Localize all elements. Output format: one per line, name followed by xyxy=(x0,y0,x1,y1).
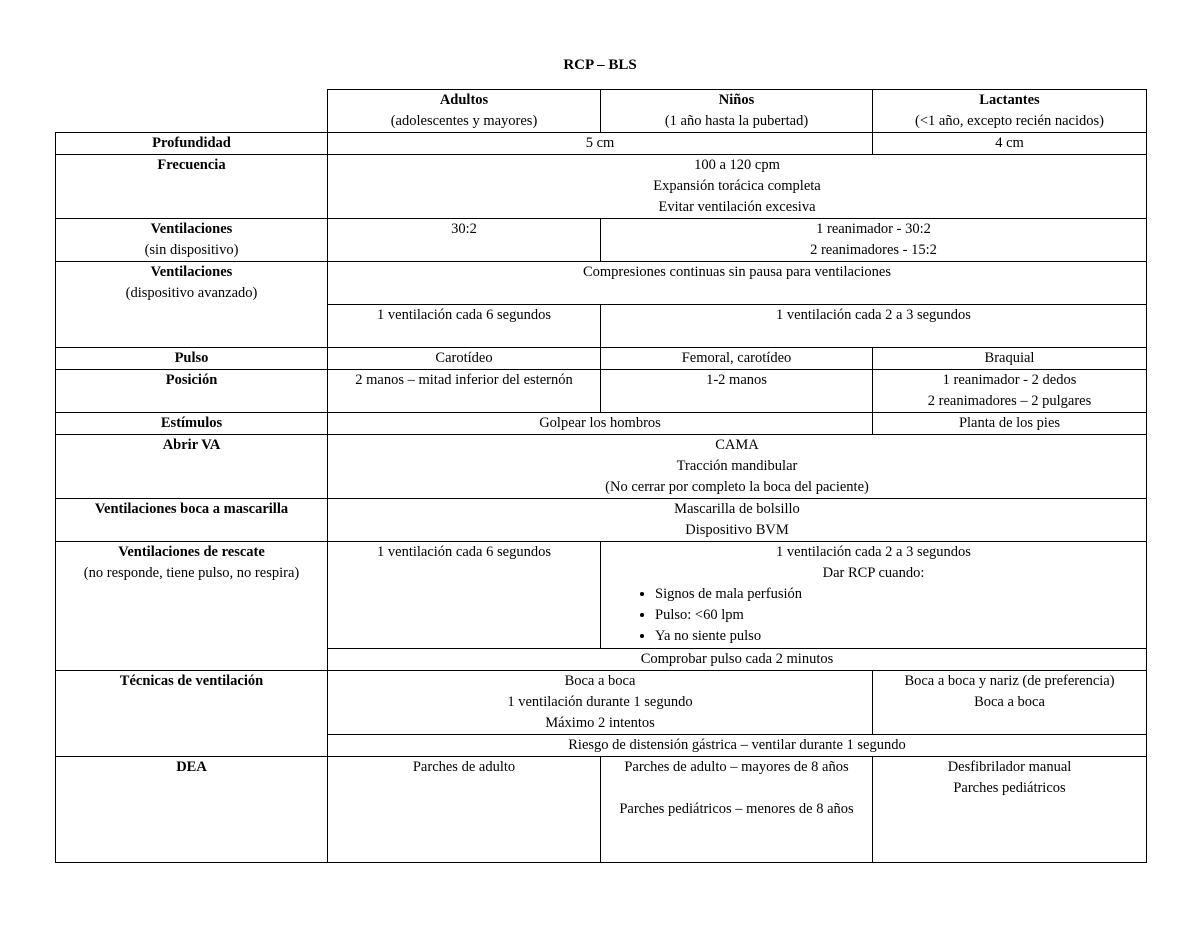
list-item: • Pulso: <60 lpm xyxy=(655,605,1140,626)
rescate-label: Ventilaciones de rescate xyxy=(118,544,265,560)
tecnicas-risk: Riesgo de distensión gástrica – ventilar durante 1 segundo xyxy=(328,735,1147,757)
pulso-child: Femoral, carotídeo xyxy=(601,348,873,370)
dea-child xyxy=(601,757,873,863)
list-item: • Ya no siente pulso xyxy=(655,626,1140,647)
header-ninos xyxy=(601,90,873,133)
rescate-other-line: 1 ventilación cada 2 a 3 segundos xyxy=(776,544,971,560)
row-vent-avanzado-1 xyxy=(56,262,1147,305)
frecuencia-line-2: Expansión torácica completa xyxy=(653,178,821,194)
row-posicion xyxy=(56,370,1147,413)
row-pulso xyxy=(56,348,1147,370)
row-frecuencia xyxy=(56,155,1147,219)
tecnicas-infant xyxy=(873,671,1147,735)
vent-avanzado-label: Ventilaciones xyxy=(150,264,233,280)
vent-sin-label: Ventilaciones xyxy=(150,221,233,237)
vent-sin-other xyxy=(601,219,1147,262)
tecnicas-infant-line-1: Boca a boca y nariz (de preferencia) xyxy=(904,673,1115,689)
rescate-other xyxy=(601,542,1147,649)
posicion-adult: 2 manos – mitad inferior del esternón xyxy=(328,370,601,413)
header-adultos xyxy=(328,90,601,133)
row-abrir-va xyxy=(56,435,1147,499)
rescate-adult: 1 ventilación cada 6 segundos xyxy=(328,542,601,649)
vent-avanzado-sub: (dispositivo avanzado) xyxy=(125,285,258,301)
row-label-posicion: Posición xyxy=(56,370,328,413)
abrir-va-line-2: Tracción mandibular xyxy=(676,458,798,474)
posicion-infant xyxy=(873,370,1147,413)
posicion-infant-line-2: 2 reanimadores – 2 pulgares xyxy=(927,393,1092,409)
tecnicas-line-3: Máximo 2 intentos xyxy=(545,715,655,731)
row-label-dea: DEA xyxy=(56,757,328,863)
row-estimulos xyxy=(56,413,1147,435)
list-item: • Signos de mala perfusión xyxy=(655,584,1140,605)
header-adultos-sub: (adolescentes y mayores) xyxy=(390,113,538,129)
header-blank-cell xyxy=(56,90,328,133)
row-label-pulso: Pulso xyxy=(56,348,328,370)
row-dea xyxy=(56,757,1147,863)
pulso-infant: Braquial xyxy=(873,348,1147,370)
rescate-rcp-when: Dar RCP cuando: xyxy=(822,565,925,581)
row-label-boca-mascarilla: Ventilaciones boca a mascarilla xyxy=(56,499,328,542)
page-title: RCP – BLS xyxy=(563,57,637,73)
row-label-tecnicas: Técnicas de ventilación xyxy=(56,671,328,757)
header-ninos-sub: (1 año hasta la pubertad) xyxy=(664,113,809,129)
row-rescate-1 xyxy=(56,542,1147,649)
row-label-profundidad: Profundidad xyxy=(56,133,328,155)
row-profundidad xyxy=(56,133,1147,155)
dea-infant xyxy=(873,757,1147,863)
tecnicas-line-1: Boca a boca xyxy=(564,673,636,689)
dea-child-b: Parches pediátricos – menores de 8 años xyxy=(619,801,854,817)
dea-child-spacer xyxy=(607,778,866,799)
dea-infant-line-2: Parches pediátricos xyxy=(953,780,1066,796)
vent-avanzado-all: Compresiones continuas sin pausa para ventilaciones xyxy=(328,262,1147,305)
boca-mascarilla-line-2: Dispositivo BVM xyxy=(685,522,789,538)
header-ninos-name: Niños xyxy=(718,92,755,108)
frecuencia-line-1: 100 a 120 cpm xyxy=(694,157,780,173)
boca-mascarilla-line-1: Mascarilla de bolsillo xyxy=(674,501,800,517)
profundidad-adult-child: 5 cm xyxy=(328,133,873,155)
profundidad-infant: 4 cm xyxy=(873,133,1147,155)
estimulos-infant: Planta de los pies xyxy=(873,413,1147,435)
frecuencia-line-3: Evitar ventilación excesiva xyxy=(658,199,816,215)
vent-sin-adult: 30:2 xyxy=(328,219,601,262)
boca-mascarilla-all xyxy=(328,499,1147,542)
row-label-frecuencia: Frecuencia xyxy=(56,155,328,219)
tecnicas-adult-child xyxy=(328,671,873,735)
header-adultos-name: Adultos xyxy=(439,92,489,108)
vent-sin-other-line-1: 1 reanimador - 30:2 xyxy=(816,221,931,237)
rescate-check: Comprobar pulso cada 2 minutos xyxy=(328,649,1147,671)
row-vent-sin xyxy=(56,219,1147,262)
frecuencia-all xyxy=(328,155,1147,219)
posicion-child: 1-2 manos xyxy=(601,370,873,413)
abrir-va-all xyxy=(328,435,1147,499)
row-label-rescate xyxy=(56,542,328,671)
dea-adult: Parches de adulto xyxy=(328,757,601,863)
header-lactantes xyxy=(873,90,1147,133)
row-tecnicas-1 xyxy=(56,671,1147,735)
vent-sin-other-line-2: 2 reanimadores - 15:2 xyxy=(810,242,937,258)
tecnicas-infant-line-2: Boca a boca xyxy=(974,694,1045,710)
abrir-va-line-1: CAMA xyxy=(715,437,759,453)
header-row xyxy=(56,90,1147,133)
dea-child-a: Parches de adulto – mayores de 8 años xyxy=(624,759,849,775)
vent-sin-sub: (sin dispositivo) xyxy=(144,242,239,258)
pulso-adult: Carotídeo xyxy=(328,348,601,370)
tecnicas-line-2: 1 ventilación durante 1 segundo xyxy=(507,694,693,710)
posicion-infant-line-1: 1 reanimador - 2 dedos xyxy=(942,372,1077,388)
row-label-vent-avanzado xyxy=(56,262,328,348)
vent-avanzado-other: 1 ventilación cada 2 a 3 segundos xyxy=(601,305,1147,348)
dea-infant-line-1: Desfibrilador manual xyxy=(947,759,1072,775)
header-lactantes-sub: (<1 año, excepto recién nacidos) xyxy=(915,113,1104,129)
row-label-estimulos: Estímulos xyxy=(56,413,328,435)
bls-table xyxy=(55,89,1147,863)
rescate-signs-list xyxy=(607,584,1140,647)
vent-avanzado-adult: 1 ventilación cada 6 segundos xyxy=(328,305,601,348)
header-lactantes-name: Lactantes xyxy=(979,92,1040,108)
rescate-sub: (no responde, tiene pulso, no respira) xyxy=(83,565,300,581)
row-label-vent-sin xyxy=(56,219,328,262)
abrir-va-line-3: (No cerrar por completo la boca del paciente) xyxy=(605,479,869,495)
row-boca-mascarilla xyxy=(56,499,1147,542)
row-label-abrir-va: Abrir VA xyxy=(56,435,328,499)
estimulos-adult-child: Golpear los hombros xyxy=(328,413,873,435)
